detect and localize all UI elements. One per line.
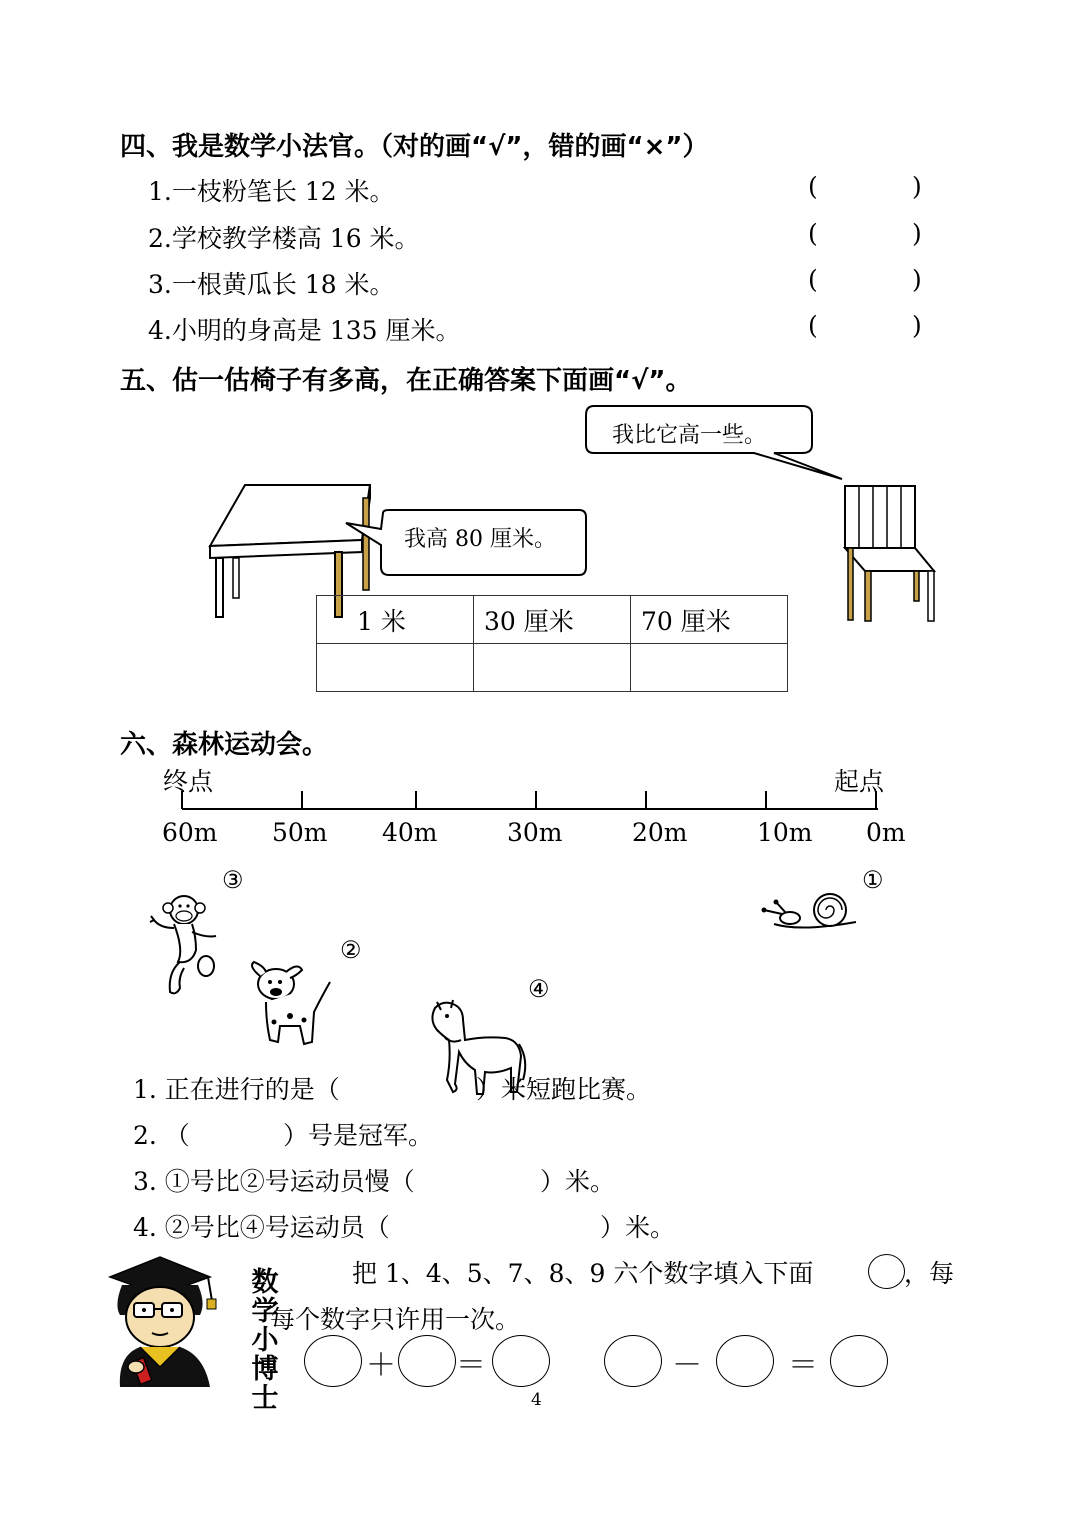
option-label-1: 1 米 xyxy=(317,596,474,644)
math-doctor-char-2: 学 xyxy=(251,1296,279,1327)
option-label-3: 70 厘米 xyxy=(631,596,788,644)
judge-paren-open-4: ( xyxy=(808,311,818,340)
race-question-2-right: ）号是冠军。 xyxy=(283,1121,434,1150)
race-question-4-right: ）米。 xyxy=(600,1213,676,1242)
height-options-table xyxy=(316,595,788,692)
addition-circle-1[interactable] xyxy=(304,1335,362,1387)
dog-number: ② xyxy=(340,936,362,964)
distance-ruler xyxy=(170,788,890,818)
bonus-instruction-line1: 把 1、4、5、7、8、9 六个数字填入下面 xyxy=(352,1259,814,1288)
race-question-3-right: ）米。 xyxy=(540,1167,616,1196)
ruler-label-20m: 20m xyxy=(632,818,688,847)
monkey-number: ③ xyxy=(222,866,244,894)
doctor-mascot-illustration xyxy=(100,1255,220,1390)
judge-item-3: 3.一根黄瓜长 18 米。 xyxy=(148,270,395,299)
equals-sign-1: ＝ xyxy=(456,1348,486,1383)
instruction-circle-symbol xyxy=(868,1254,905,1289)
judge-paren-close-4: ) xyxy=(912,311,922,340)
ruler-label-60m: 60m xyxy=(162,818,218,847)
race-question-1-left: 1. 正在进行的是（ xyxy=(133,1075,340,1104)
section6-heading: 六、森林运动会。 xyxy=(120,730,329,760)
start-label: 起点 xyxy=(834,767,885,796)
math-doctor-char-3: 小 xyxy=(251,1325,279,1356)
answer-cell-3[interactable] xyxy=(631,644,788,692)
plus-sign: ＋ xyxy=(366,1348,396,1383)
judge-paren-open-2: ( xyxy=(808,219,818,248)
addition-result-circle[interactable] xyxy=(492,1335,550,1387)
math-doctor-char-4: 博 xyxy=(251,1354,279,1385)
answer-cell-2[interactable] xyxy=(474,644,631,692)
answer-cell-1[interactable] xyxy=(317,644,474,692)
snail-number: ① xyxy=(862,866,884,894)
ruler-label-10m: 10m xyxy=(757,818,813,847)
bonus-instruction-line1-end: ，每 xyxy=(904,1259,955,1288)
ruler-label-50m: 50m xyxy=(272,818,328,847)
race-question-3-left: 3. ①号比②号运动员慢（ xyxy=(133,1167,415,1196)
monkey-illustration xyxy=(148,892,228,1002)
judge-paren-close-3: ) xyxy=(912,265,922,294)
subtraction-result-circle[interactable] xyxy=(830,1335,888,1387)
math-doctor-char-1: 数 xyxy=(251,1267,279,1298)
section4-heading: 四、我是数学小法官。（对的画“√”，错的画“×”） xyxy=(120,132,709,162)
addition-circle-2[interactable] xyxy=(398,1335,456,1387)
judge-item-4: 4.小明的身高是 135 厘米。 xyxy=(148,316,461,345)
minus-sign: － xyxy=(672,1348,702,1383)
math-doctor-char-5: 士 xyxy=(251,1383,279,1414)
horse-number: ④ xyxy=(528,975,550,1003)
section5-heading: 五、估一估椅子有多高，在正确答案下面画“√”。 xyxy=(120,366,692,396)
finish-label: 终点 xyxy=(163,767,214,796)
math-doctor-label xyxy=(250,1268,280,1413)
dog-illustration xyxy=(246,962,341,1052)
table-bubble-text: 我高 80 厘米。 xyxy=(404,527,556,552)
judge-paren-open-1: ( xyxy=(808,172,818,201)
page-number: 4 xyxy=(531,1390,542,1410)
race-question-1-right: ）米短跑比赛。 xyxy=(476,1075,652,1104)
judge-paren-close-1: ) xyxy=(912,172,922,201)
snail-illustration xyxy=(760,892,860,937)
race-question-2-left: 2. （ xyxy=(133,1121,190,1150)
subtraction-circle-2[interactable] xyxy=(716,1335,774,1387)
chair-bubble-text: 我比它高一些。 xyxy=(612,423,767,448)
ruler-label-40m: 40m xyxy=(382,818,438,847)
judge-item-2: 2.学校教学楼高 16 米。 xyxy=(148,224,420,253)
subtraction-circle-1[interactable] xyxy=(604,1335,662,1387)
judge-paren-open-3: ( xyxy=(808,265,818,294)
judge-item-1: 1.一枝粉笔长 12 米。 xyxy=(148,177,395,206)
ruler-label-0m: 0m xyxy=(866,818,906,847)
option-label-2: 30 厘米 xyxy=(474,596,631,644)
equals-sign-2: ＝ xyxy=(788,1348,818,1383)
race-question-4-left: 4. ②号比④号运动员（ xyxy=(133,1213,390,1242)
judge-paren-close-2: ) xyxy=(912,219,922,248)
ruler-label-30m: 30m xyxy=(507,818,563,847)
bonus-instruction-line2: 每个数字只许用一次。 xyxy=(270,1305,521,1334)
chair-illustration xyxy=(840,483,940,623)
